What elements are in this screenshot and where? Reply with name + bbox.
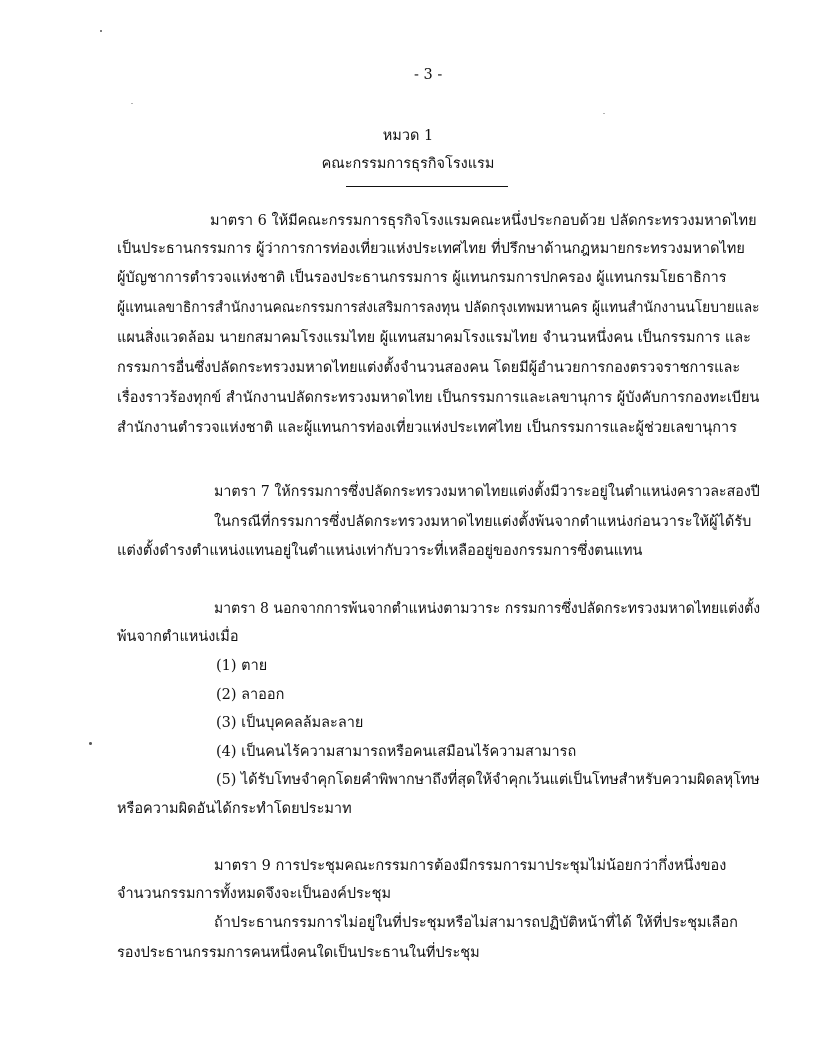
section7-line-1: มาตรา 7 ให้กรรมการซึ่งปลัดกระทรวงมหาดไทยแต่งตั้งมีวาระอยู่ในตำแหน่งคราวละสองปี [214,484,760,500]
section9-line-2: จำนวนกรรมการทั้งหมดจึงจะเป็นองค์ประชุม [117,886,391,902]
section6-line-8: สำนักงานตำรวจแห่งชาติ และผู้แทนการท่องเที่ยวแห่งประเทศไทย เป็นกรรมการและผู้ช่วยเลขานุการ [117,420,737,436]
scan-speck [603,113,605,114]
scan-speck [100,30,102,32]
section6-line-6: กรรมการอื่นซึ่งปลัดกระทรวงมหาดไทยแต่งตั้งจำนวนสองคน โดยมีผู้อำนวยการกองตรวจราชการและ [117,360,741,376]
section8-item-5-cont: หรือความผิดอันได้กระทำโดยประมาท [117,801,352,817]
section6-line-4: ผู้แทนเลขาธิการสำนักงานคณะกรรมการส่งเสริมการลงทุน ปลัดกรุงเทพมหานคร ผู้แทนสำนักงานนโยบายและ [117,300,760,316]
section7-line-3: แต่งตั้งดำรงตำแหน่งแทนอยู่ในตำแหน่งเท่ากับวาระที่เหลืออยู่ของกรรมการซึ่งตนแทน [117,543,643,559]
chapter-title: คณะกรรมการธุรกิจโรงแรม [321,156,495,172]
section8-item-5: (5) ได้รับโทษจำคุกโดยคำพิพากษาถึงที่สุดให้จำคุกเว้นแต่เป็นโทษสำหรับความผิดลหุโทษ [216,772,760,788]
section8-intro-1: มาตรา 8 นอกจากการพ้นจากตำแหน่งตามวาระ กรรมการซึ่งปลัดกระทรวงมหาดไทยแต่งตั้ง [214,601,761,617]
section9-line-3: ถ้าประธานกรรมการไม่อยู่ในที่ประชุมหรือไม่สามารถปฏิบัติหน้าที่ได้ ให้ที่ประชุมเลือก [214,915,738,931]
section8-item-3: (3) เป็นบุคคลล้มละลาย [216,715,364,731]
section8-item-1: (1) ตาย [216,658,268,674]
section9-line-4: รองประธานกรรมการคนหนึ่งคนใดเป็นประธานในที่ประชุม [117,945,480,961]
section6-line-1: มาตรา 6 ให้มีคณะกรรมการธุรกิจโรงแรมคณะหนึ่งประกอบด้วย ปลัดกระทรวงมหาดไทย [210,213,757,229]
section9-line-1: มาตรา 9 การประชุมคณะกรรมการต้องมีกรรมการมาประชุมไม่น้อยกว่ากึ่งหนึ่งของ [214,858,727,874]
section6-line-3: ผู้บัญชาการตำรวจแห่งชาติ เป็นรองประธานกรรมการ ผู้แทนกรมการปกครอง ผู้แทนกรมโยธาธิการ [117,270,727,286]
section8-item-2: (2) ลาออก [216,687,285,703]
scan-speck [131,103,133,104]
section8-item-4: (4) เป็นคนไร้ความสามารถหรือคนเสมือนไร้ความสามารถ [216,744,577,760]
page-number: - 3 - [414,67,443,83]
section6-line-5: แผนสิ่งแวดล้อม นายกสมาคมโรงแรมไทย ผู้แทนสมาคมโรงแรมไทย จำนวนหนึ่งคน เป็นกรรมการ และ [117,330,751,346]
section8-intro-2: พ้นจากตำแหน่งเมื่อ [117,629,239,645]
section7-line-2: ในกรณีที่กรรมการซึ่งปลัดกระทรวงมหาดไทยแต่งตั้งพ้นจากตำแหน่งก่อนวาระให้ผู้ได้รับ [214,514,752,530]
section6-line-7: เรื่องราวร้องทุกข์ สำนักงานปลัดกระทรวงมหาดไทย เป็นกรรมการและเลขานุการ ผู้บังคับการกองทะเบียน [117,390,760,406]
scan-speck [89,742,92,745]
title-underline [346,186,508,187]
section6-line-2: เป็นประธานกรรมการ ผู้ว่าการการท่องเที่ยวแห่งประเทศไทย ที่ปรึกษาด้านกฎหมายกระทรวงมหาดไทย [117,241,745,257]
chapter-heading: หมวด 1 [382,128,434,144]
